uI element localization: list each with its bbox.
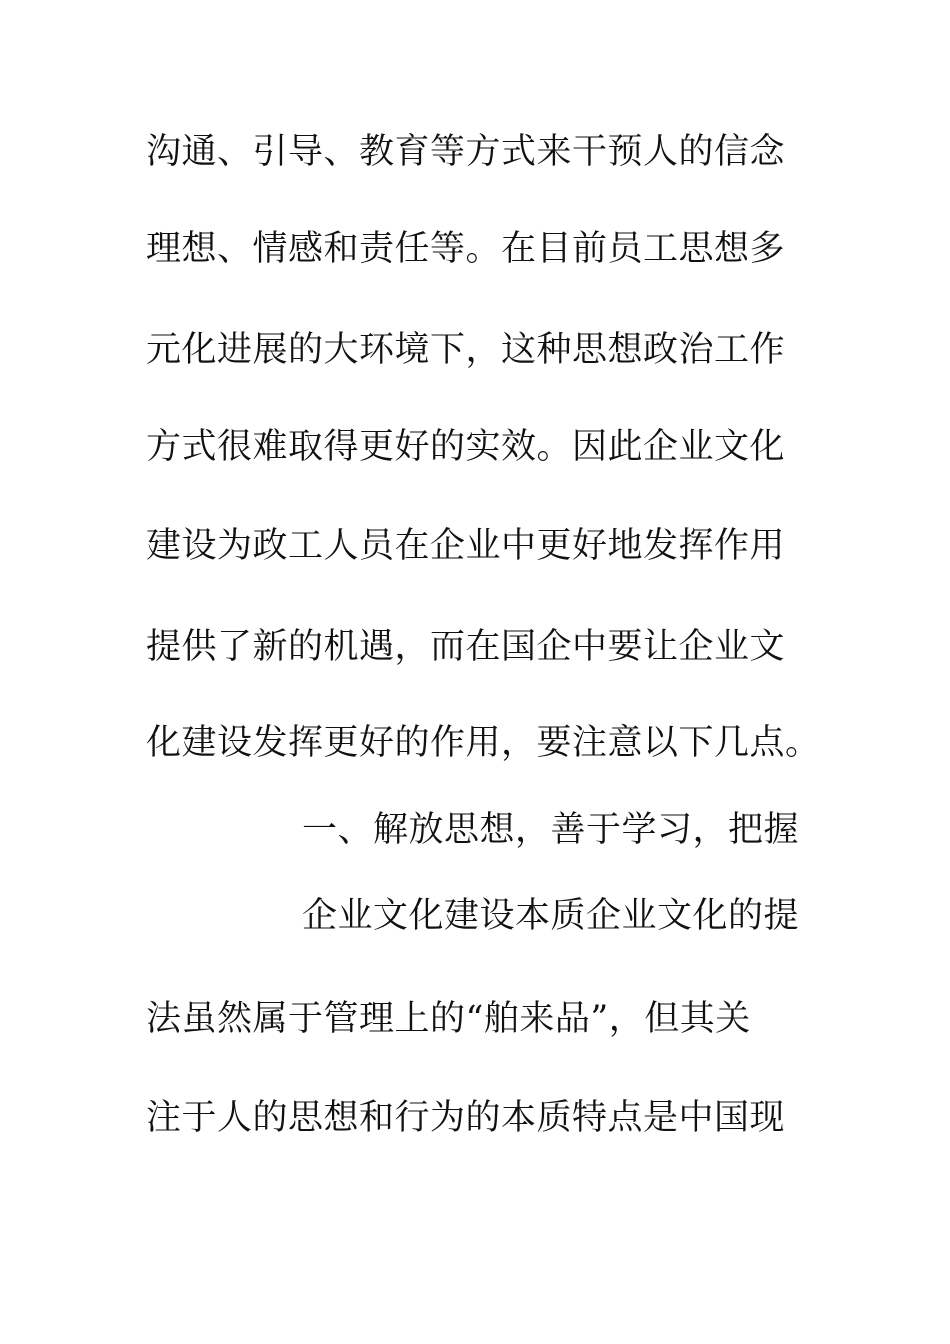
body-text-line: 理想、情感和责任等。在目前员工思想多: [146, 229, 786, 269]
body-text-line: 元化进展的大环境下，这种思想政治工作: [146, 330, 786, 370]
section-heading: 一、解放思想，善于学习，把握: [302, 810, 800, 850]
body-text-line: 法虽然属于管理上的“舶来品”，但其关: [146, 999, 751, 1039]
paragraph-first-line: 企业文化建设本质企业文化的提: [302, 896, 800, 936]
body-text-line: 化建设发挥更好的作用，要注意以下几点。: [146, 723, 821, 763]
body-text-line: 注于人的思想和行为的本质特点是中国现: [146, 1098, 786, 1138]
body-text-line: 方式很难取得更好的实效。因此企业文化: [146, 427, 786, 467]
body-text-line: 沟通、引导、教育等方式来干预人的信念: [146, 132, 786, 172]
body-text-line: 提供了新的机遇，而在国企中要让企业文: [146, 627, 786, 667]
body-text-line: 建设为政工人员在企业中更好地发挥作用: [146, 526, 786, 566]
